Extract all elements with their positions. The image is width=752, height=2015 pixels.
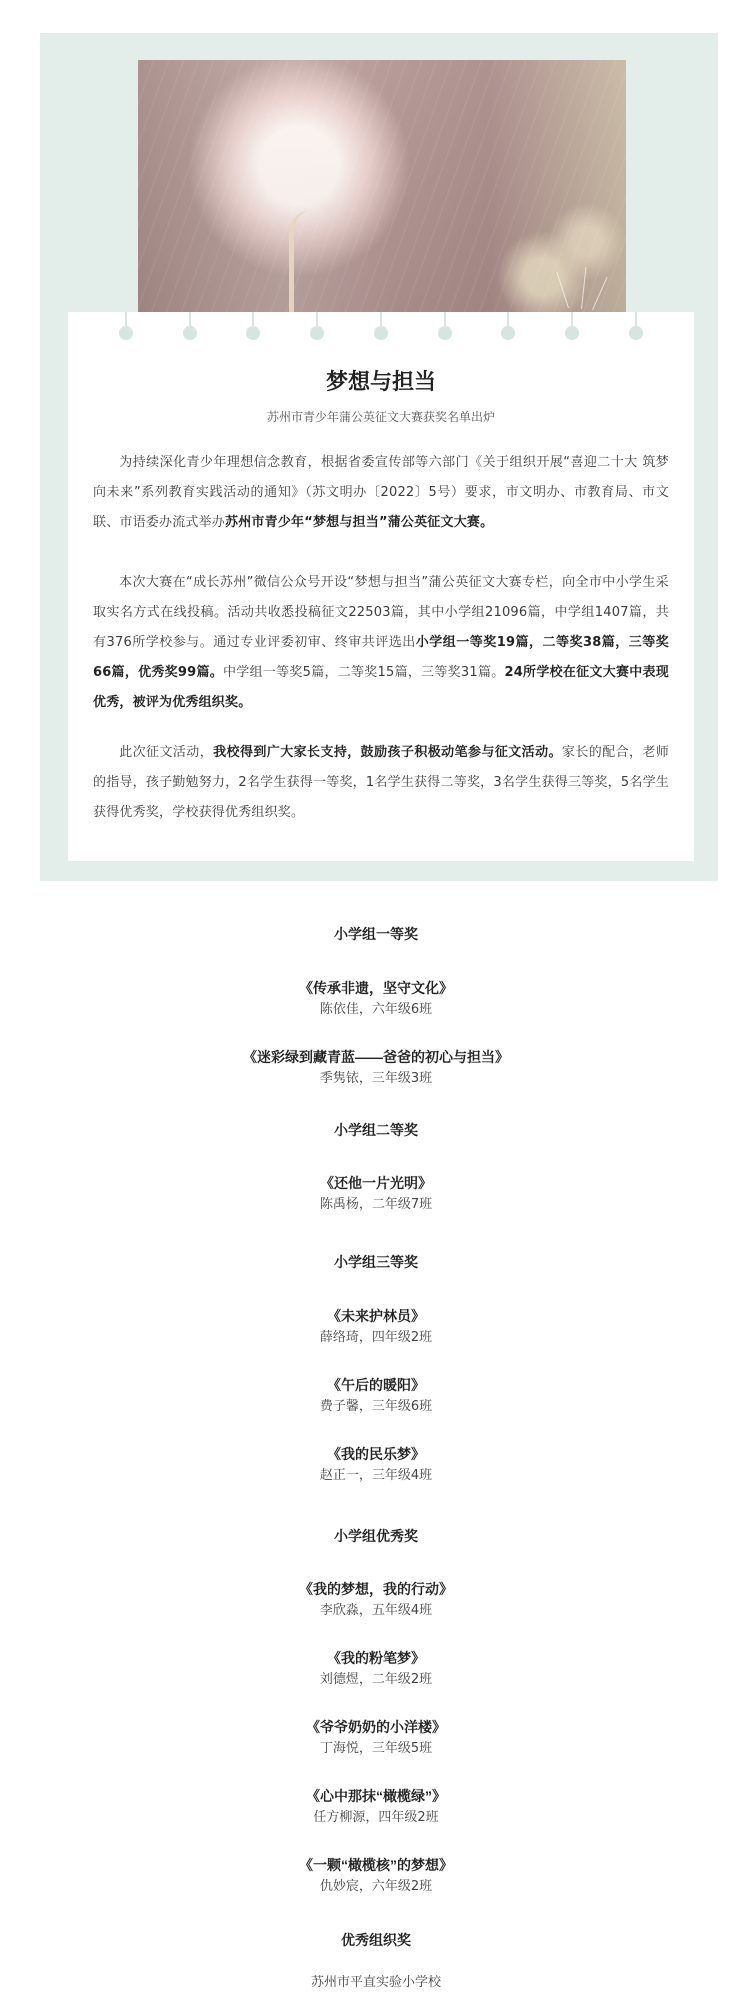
- section-heading: 小学组优秀奖: [322, 1522, 430, 1550]
- card-pins: [68, 312, 694, 342]
- article-paragraph-1: [93, 448, 669, 538]
- seed-stem: [581, 267, 586, 309]
- paragraph-text: 家长的配合，老师的指导，孩子勤勉努力，2名学生获得一等奖，1名学生获得二等奖，3名学生获得三等奖，5名学生获得优秀奖，学校获得优秀组织奖。: [93, 745, 670, 820]
- award-section: [0, 1116, 752, 1146]
- paragraph-text: 中学组一等奖5篇，二等奖15篇，三等奖31篇。: [223, 665, 505, 680]
- award-student: 赵正一，三年级4班: [319, 1468, 433, 1483]
- paragraph-text: 此次征文活动，: [119, 745, 214, 760]
- award-title: 《心中那抹“橄榄绿”》: [306, 1788, 446, 1804]
- award-entry: [0, 1854, 752, 1898]
- seed-stem: [556, 272, 569, 308]
- article-title: 梦想与担当: [305, 364, 457, 400]
- section-heading: 小学组一等奖: [322, 920, 430, 948]
- article-paragraph-2: [93, 568, 669, 718]
- award-title: 《一颗“橄榄核”的梦想》: [299, 1857, 453, 1873]
- award-section: [0, 920, 752, 950]
- article-subtitle: 苏州市青少年蒲公英征文大赛获奖名单出炉: [266, 410, 495, 424]
- award-entry: [0, 1716, 752, 1760]
- pin-icon: [119, 312, 133, 340]
- paragraph-emphasis: 小学组一等奖19篇，二等奖38篇，三等奖66篇，优秀奖99篇。: [93, 635, 669, 680]
- pin-icon: [310, 312, 324, 340]
- award-student: 任方柳源，四年级2班: [313, 1810, 439, 1825]
- pin-icon: [565, 312, 579, 340]
- pin-icon: [501, 312, 515, 340]
- award-student: 薛络琦，四年级2班: [319, 1330, 433, 1345]
- award-student: 陈依佳，六年级6班: [319, 1002, 433, 1017]
- award-student: 陈禹杨，二年级7班: [319, 1197, 433, 1212]
- award-student: 季隽铱，三年级3班: [319, 1071, 433, 1086]
- award-title: 《我的梦想，我的行动》: [299, 1581, 453, 1597]
- award-student: 李欣淼，五年级4班: [319, 1603, 433, 1618]
- award-section: [0, 1522, 752, 1552]
- article-paragraph-3: [93, 738, 669, 828]
- award-title: 《我的民乐梦》: [327, 1446, 425, 1462]
- paragraph-emphasis: 我校得到广大家长支持，鼓励孩子积极动笔参与征文活动。: [213, 745, 562, 760]
- award-title: 《迷彩绿到藏青蓝——爸爸的初心与担当》: [243, 1049, 509, 1065]
- award-entry: [0, 1647, 752, 1691]
- paragraph-emphasis: 苏州市青少年“梦想与担当”蒲公英征文大赛。: [225, 515, 494, 530]
- dandelion-stem: [289, 210, 312, 312]
- award-list: [0, 920, 752, 2000]
- pin-icon: [374, 312, 388, 340]
- award-title: 《未来护林员》: [327, 1308, 425, 1324]
- award-student: 仇妙宸，六年级2班: [319, 1879, 433, 1894]
- content-card: [68, 312, 694, 861]
- pin-icon: [629, 312, 643, 340]
- pin-icon: [246, 312, 260, 340]
- award-entry: [0, 977, 752, 1021]
- award-student: 丁海悦，三年级5班: [319, 1741, 433, 1756]
- award-entry: [0, 1785, 752, 1829]
- paragraph-emphasis: 24所学校在征文大赛中表现优秀，被评为优秀组织奖。: [93, 665, 669, 710]
- section-heading: 小学组二等奖: [322, 1116, 430, 1144]
- pin-icon: [183, 312, 197, 340]
- paragraph-text: 本次大赛在“成长苏州”微信公众号开设“梦想与担当”蒲公英征文大赛专栏，向全市中小学生采取实名方式在线投稿。活动共收悉投稿征文22503篇，其中小学组21096篇，中学组1407篇，共有376所学校参与。通过专业评委初审、终审共评选出: [93, 575, 669, 650]
- award-entry: [0, 1046, 752, 1090]
- seed-stem: [592, 277, 608, 310]
- award-entry: [0, 1374, 752, 1418]
- award-title: 《爷爷奶奶的小洋楼》: [306, 1719, 446, 1735]
- award-entry: [0, 1578, 752, 1622]
- award-title: 《午后的暖阳》: [327, 1377, 425, 1393]
- pin-icon: [438, 312, 452, 340]
- section-heading: 小学组三等奖: [322, 1248, 430, 1276]
- award-title: 《还他一片光明》: [320, 1175, 432, 1191]
- organization-award-school: 苏州市平直实验小学校: [310, 1975, 441, 1990]
- section-heading: 优秀组织奖: [322, 1926, 430, 1954]
- award-student: 费子馨，三年级6班: [319, 1399, 433, 1414]
- award-section: [0, 1926, 752, 1956]
- award-entry: [0, 1443, 752, 1487]
- award-entry: [0, 1172, 752, 1216]
- award-student: 刘德煜，二年级2班: [319, 1672, 433, 1687]
- paragraph-text: 为持续深化青少年理想信念教育，根据省委宣传部等六部门《关于组织开展“喜迎二十大 筑梦向未来”系列教育实践活动的通知》（苏文明办〔2022〕5号）要求，市文明办、市教育局、市文联、市语委办流式举办: [93, 455, 669, 530]
- award-title: 《我的粉笔梦》: [327, 1650, 425, 1666]
- hero-image-dandelion: [138, 60, 626, 312]
- award-entry: [0, 1305, 752, 1349]
- award-title: 《传承非遗，坚守文化》: [299, 980, 453, 996]
- award-section: [0, 1248, 752, 1278]
